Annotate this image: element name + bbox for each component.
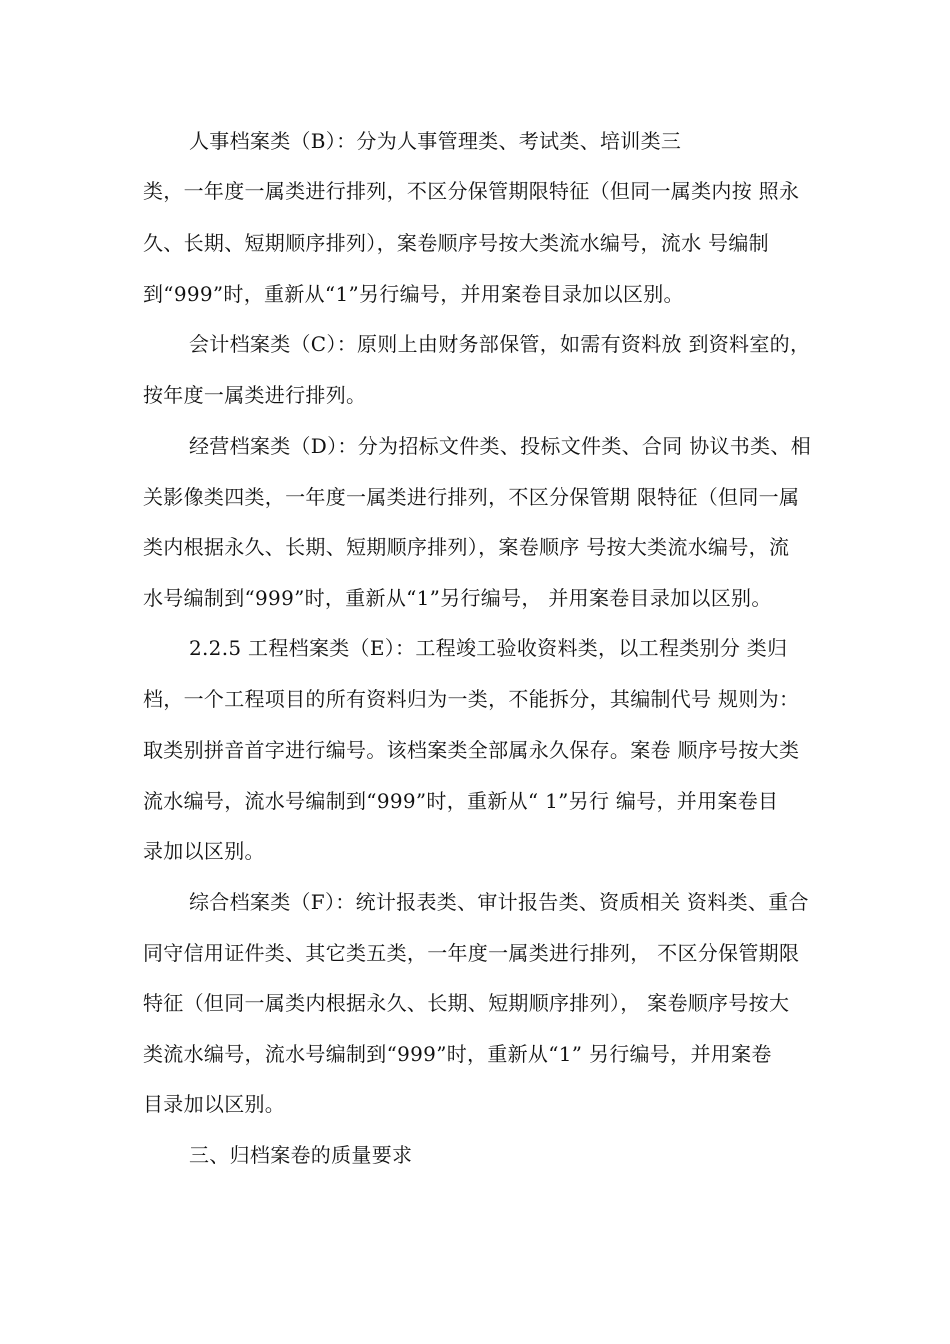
text-line: 到“999”时，重新从“1”另行编号，并用案卷目录加以区别。	[143, 282, 684, 306]
text-line: 流水编号，流水号编制到“999”时，重新从“ 1”另行 编号，并用案卷目	[143, 789, 779, 813]
text-line: 目录加以区别。	[143, 1092, 286, 1116]
text-line: 类内根据永久、长期、短期顺序排列），案卷顺序 号按大类流水编号，流	[143, 535, 790, 559]
text-line: 按年度一属类进行排列。	[143, 383, 367, 407]
text-line: 水号编制到“999”时，重新从“1”另行编号， 并用案卷目录加以区别。	[143, 586, 772, 610]
text-line: 综合档案类（F）：统计报表类、审计报告类、资质相关 资料类、重合	[189, 890, 809, 914]
text-line: 人事档案类（B）：分为人事管理类、考试类、培训类三	[189, 129, 682, 153]
text-line: 类流水编号，流水号编制到“999”时，重新从“1” 另行编号，并用案卷	[143, 1042, 772, 1066]
text-line: 取类别拼音首字进行编号。该档案类全部属永久保存。案卷 顺序号按大类	[143, 738, 800, 762]
text-line: 经营档案类（D）：分为招标文件类、投标文件类、合同 协议书类、相	[189, 434, 811, 458]
text-line: 同守信用证件类、其它类五类，一年度一属类进行排列， 不区分保管期限	[143, 941, 800, 965]
text-line: 关影像类四类，一年度一属类进行排列，不区分保管期 限特征（但同一属	[143, 485, 800, 509]
text-line: 录加以区别。	[143, 839, 265, 863]
text-line: 会计档案类（C）：原则上由财务部保管，如需有资料放 到资料室的，	[189, 332, 811, 356]
text-line: 类，一年度一属类进行排列，不区分保管期限特征（但同一属类内按 照永	[143, 179, 800, 203]
text-line: 2.2.5 工程档案类（E）：工程竣工验收资料类，以工程类别分 类归	[189, 636, 788, 660]
text-line: 特征（但同一属类内根据永久、长期、短期顺序排列）， 案卷顺序号按大	[143, 991, 790, 1015]
text-line: 久、长期、短期顺序排列），案卷顺序号按大类流水编号，流水 号编制	[143, 231, 769, 255]
text-line: 档，一个工程项目的所有资料归为一类，不能拆分，其编制代号 规则为：	[143, 687, 800, 711]
section-heading: 三、归档案卷的质量要求	[189, 1143, 413, 1167]
